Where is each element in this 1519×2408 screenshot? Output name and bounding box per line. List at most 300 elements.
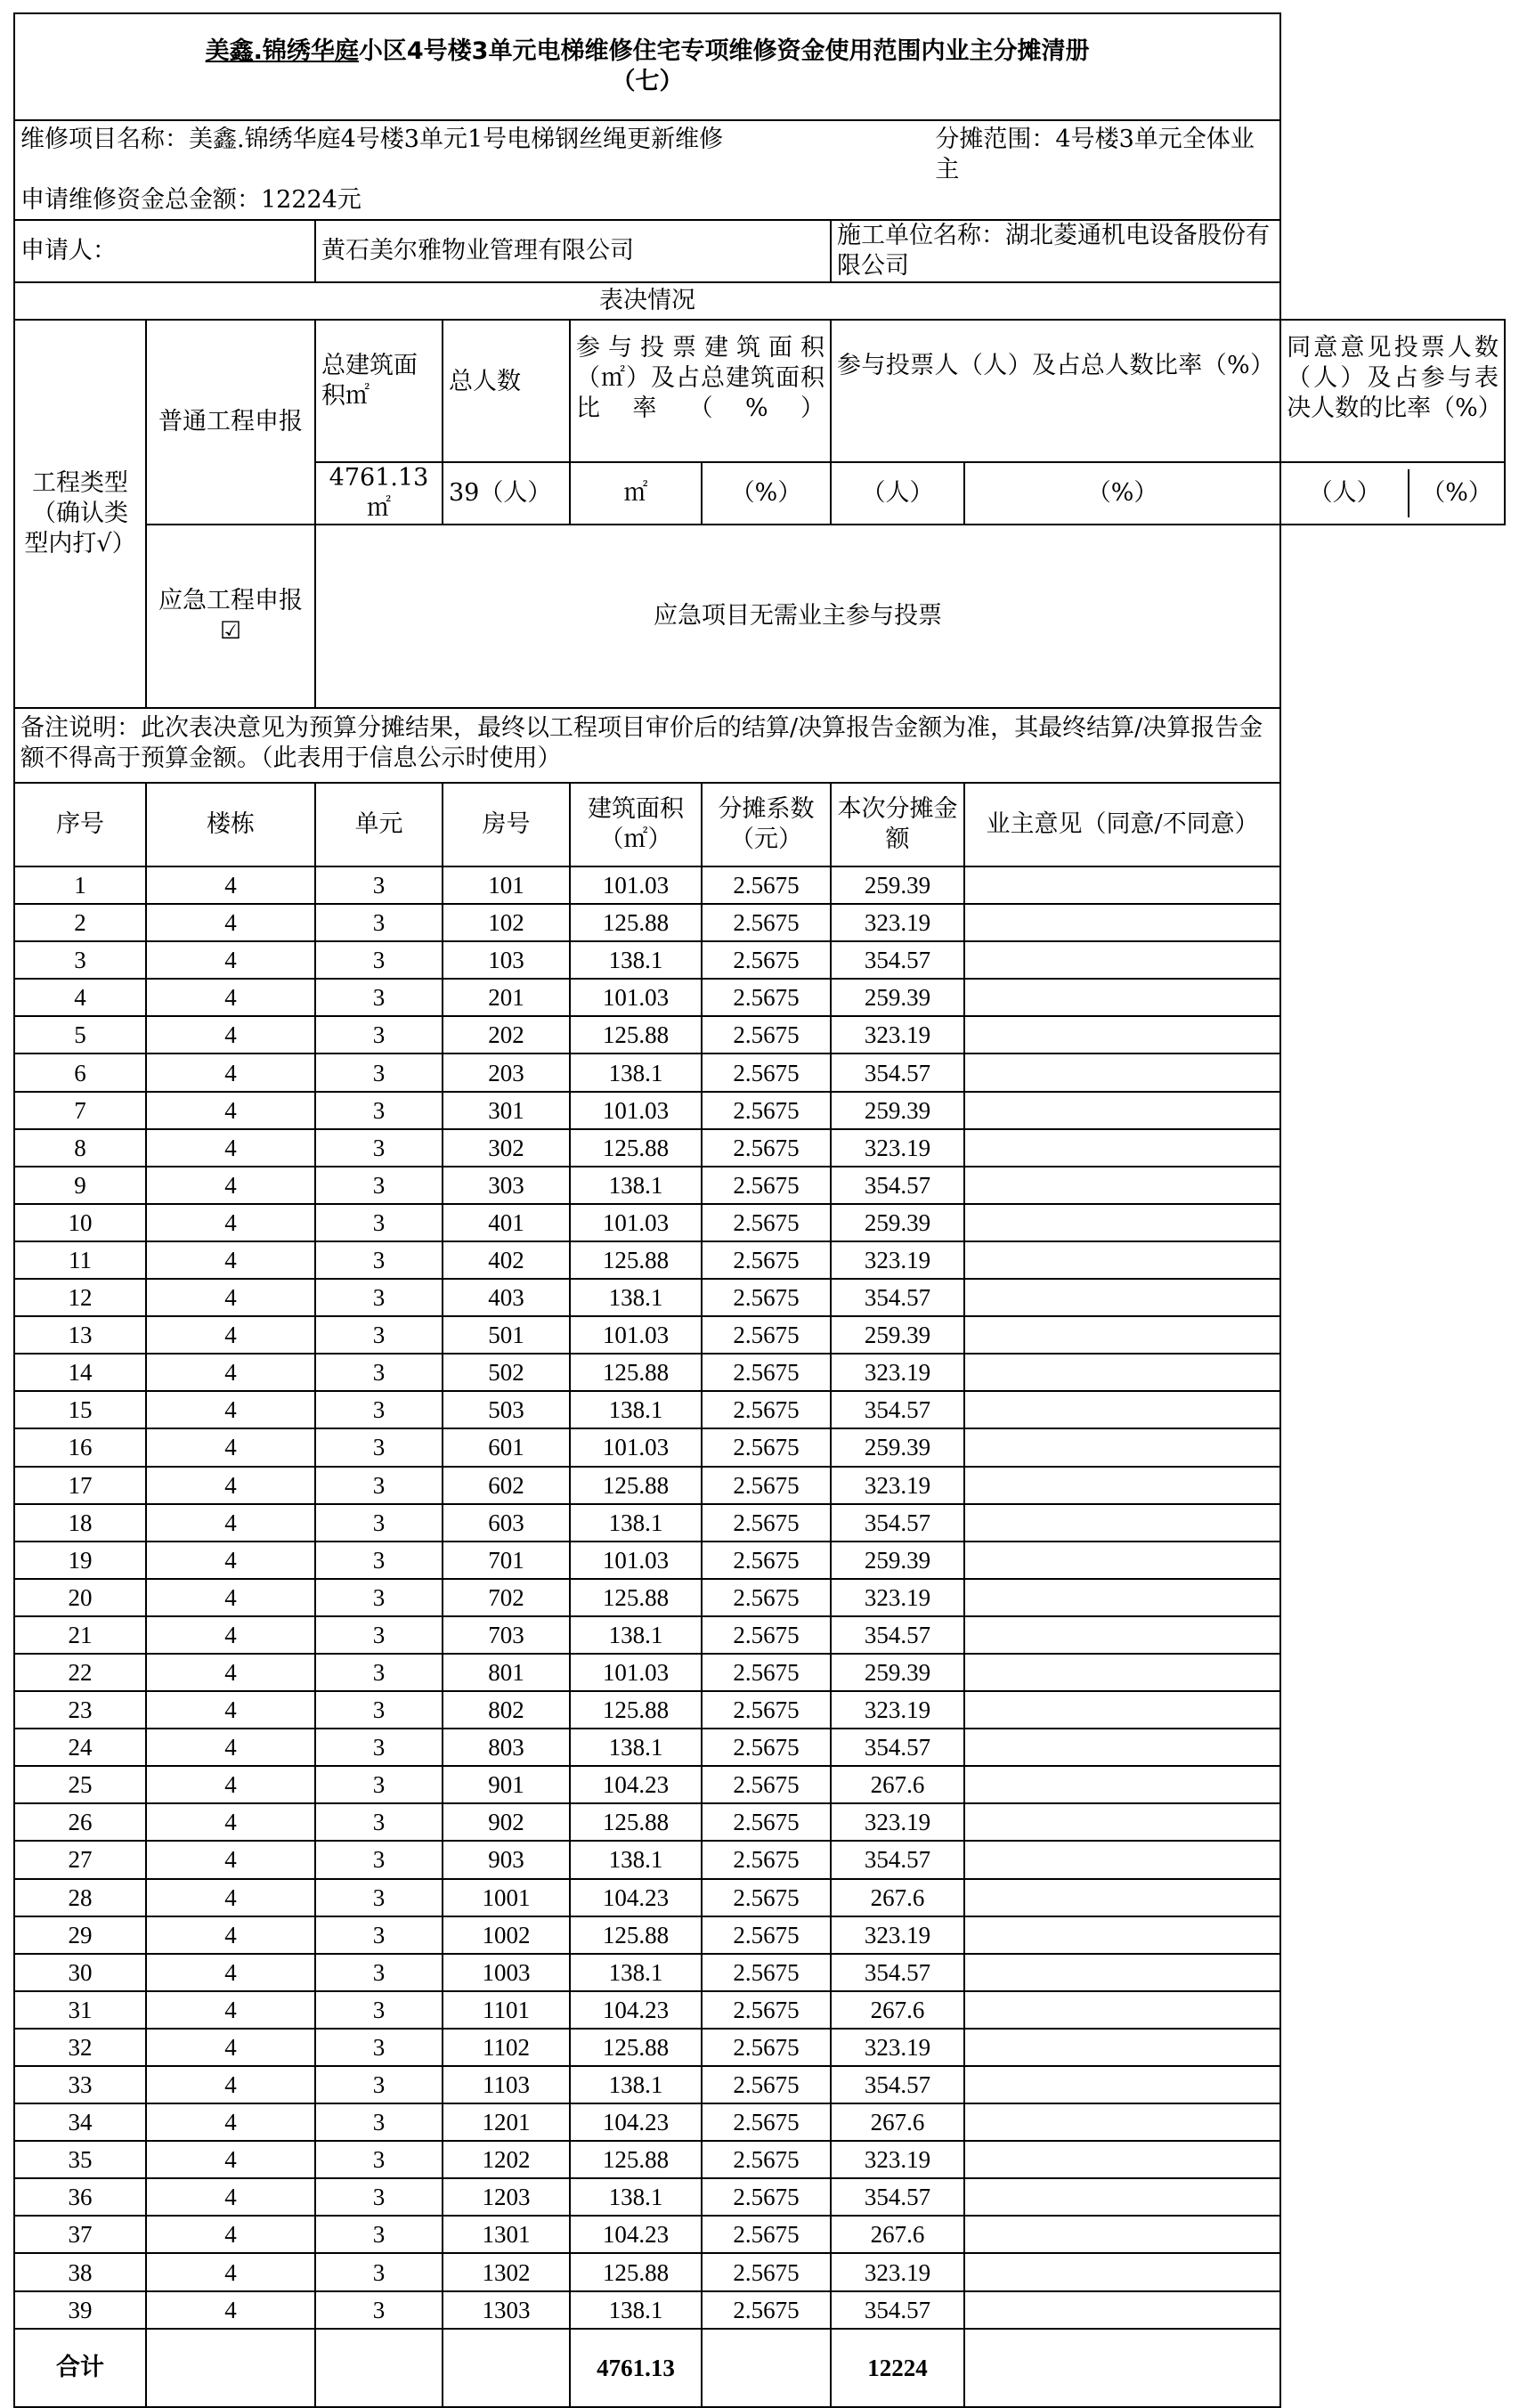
row-unit: 3 bbox=[315, 941, 443, 979]
row-amount: 259.39 bbox=[831, 1428, 964, 1466]
project-info bbox=[14, 120, 1280, 220]
row-unit: 3 bbox=[315, 1167, 443, 1204]
row-coefficient: 2.5675 bbox=[702, 2029, 831, 2066]
header-vote-people: 参与投票人（人）及占总人数比率（%） bbox=[831, 320, 1280, 462]
row-room: 1103 bbox=[443, 2066, 570, 2103]
row-unit: 3 bbox=[315, 1766, 443, 1803]
row-opinion bbox=[964, 1316, 1280, 1354]
row-amount: 323.19 bbox=[831, 2141, 964, 2178]
row-coefficient: 2.5675 bbox=[702, 2216, 831, 2253]
row-opinion bbox=[964, 2253, 1280, 2290]
row-opinion bbox=[964, 2029, 1280, 2066]
row-amount: 267.6 bbox=[831, 2216, 964, 2253]
total-building-empty bbox=[146, 2329, 315, 2407]
row-area: 138.1 bbox=[570, 2178, 702, 2216]
row-room: 201 bbox=[443, 979, 570, 1016]
row-opinion bbox=[964, 1766, 1280, 1803]
row-unit: 3 bbox=[315, 1691, 443, 1729]
row-building: 4 bbox=[146, 1428, 315, 1466]
row-coefficient: 2.5675 bbox=[702, 1766, 831, 1803]
row-opinion bbox=[964, 1428, 1280, 1466]
row-coefficient: 2.5675 bbox=[702, 1428, 831, 1466]
row-opinion bbox=[964, 904, 1280, 941]
row-amount: 323.19 bbox=[831, 1579, 964, 1616]
row-unit: 3 bbox=[315, 1467, 443, 1504]
row-building: 4 bbox=[146, 2253, 315, 2290]
row-amount: 323.19 bbox=[831, 2029, 964, 2066]
row-opinion bbox=[964, 1467, 1280, 1504]
row-unit: 3 bbox=[315, 2291, 443, 2329]
row-unit: 3 bbox=[315, 2029, 443, 2066]
col-header-unit: 单元 bbox=[315, 783, 443, 866]
row-seq: 39 bbox=[14, 2291, 146, 2329]
table-row bbox=[14, 1016, 1505, 1054]
row-seq: 13 bbox=[14, 1316, 146, 1354]
row-coefficient: 2.5675 bbox=[702, 979, 831, 1016]
row-coefficient: 2.5675 bbox=[702, 1954, 831, 1991]
row-building: 4 bbox=[146, 941, 315, 979]
row-building: 4 bbox=[146, 1354, 315, 1391]
total-room-empty bbox=[443, 2329, 570, 2407]
row-building: 4 bbox=[146, 1729, 315, 1766]
row-opinion bbox=[964, 866, 1280, 904]
row-amount: 354.57 bbox=[831, 1391, 964, 1428]
row-opinion bbox=[964, 1729, 1280, 1766]
row-room: 403 bbox=[443, 1279, 570, 1316]
header-total-people: 总人数 bbox=[443, 320, 570, 462]
table-row bbox=[14, 1092, 1505, 1129]
row-area: 125.88 bbox=[570, 2253, 702, 2290]
row-seq: 26 bbox=[14, 1803, 146, 1841]
row-coefficient: 2.5675 bbox=[702, 1354, 831, 1391]
row-building: 4 bbox=[146, 1279, 315, 1316]
row-seq: 9 bbox=[14, 1167, 146, 1204]
row-area: 125.88 bbox=[570, 1467, 702, 1504]
row-room: 502 bbox=[443, 1354, 570, 1391]
table-row bbox=[14, 1129, 1505, 1167]
row-unit: 3 bbox=[315, 1279, 443, 1316]
row-amount: 323.19 bbox=[831, 1803, 964, 1841]
row-opinion bbox=[964, 1279, 1280, 1316]
row-opinion bbox=[964, 1391, 1280, 1428]
total-amount: 申请维修资金总金额：12224元 bbox=[20, 186, 361, 214]
row-opinion bbox=[964, 1542, 1280, 1579]
title-sequence: （七） bbox=[611, 68, 684, 95]
row-amount: 354.57 bbox=[831, 1954, 964, 1991]
emergency-note: 应急项目无需业主参与投票 bbox=[315, 525, 1280, 708]
row-seq: 8 bbox=[14, 1129, 146, 1167]
row-unit: 3 bbox=[315, 1316, 443, 1354]
table-row bbox=[14, 1691, 1505, 1729]
row-building: 4 bbox=[146, 1204, 315, 1241]
row-coefficient: 2.5675 bbox=[702, 2178, 831, 2216]
row-seq: 20 bbox=[14, 1579, 146, 1616]
row-unit: 3 bbox=[315, 1092, 443, 1129]
row-unit: 3 bbox=[315, 1542, 443, 1579]
row-unit: 3 bbox=[315, 1504, 443, 1542]
row-room: 901 bbox=[443, 1766, 570, 1803]
row-seq: 28 bbox=[14, 1879, 146, 1916]
row-opinion bbox=[964, 1991, 1280, 2029]
contractor-name: 施工单位名称：湖北菱通机电设备股份有限公司 bbox=[831, 220, 1280, 282]
row-unit: 3 bbox=[315, 1391, 443, 1428]
row-room: 601 bbox=[443, 1428, 570, 1466]
applicant-name: 黄石美尔雅物业管理有限公司 bbox=[315, 220, 831, 282]
row-building: 4 bbox=[146, 1391, 315, 1428]
row-unit: 3 bbox=[315, 1241, 443, 1279]
row-coefficient: 2.5675 bbox=[702, 1279, 831, 1316]
value-total-people: 39（人） bbox=[443, 462, 570, 525]
table-row bbox=[14, 2216, 1505, 2253]
row-amount: 354.57 bbox=[831, 1054, 964, 1091]
row-building: 4 bbox=[146, 2178, 315, 2216]
row-area: 125.88 bbox=[570, 1579, 702, 1616]
row-amount: 259.39 bbox=[831, 1092, 964, 1129]
row-seq: 37 bbox=[14, 2216, 146, 2253]
row-building: 4 bbox=[146, 1241, 315, 1279]
row-room: 703 bbox=[443, 1616, 570, 1654]
total-label: 合计 bbox=[14, 2329, 146, 2407]
row-building: 4 bbox=[146, 2216, 315, 2253]
row-coefficient: 2.5675 bbox=[702, 1991, 831, 2029]
row-amount: 323.19 bbox=[831, 1467, 964, 1504]
row-building: 4 bbox=[146, 1054, 315, 1091]
document-title bbox=[14, 13, 1280, 120]
row-unit: 3 bbox=[315, 979, 443, 1016]
row-building: 4 bbox=[146, 1803, 315, 1841]
row-unit: 3 bbox=[315, 904, 443, 941]
row-amount: 323.19 bbox=[831, 904, 964, 941]
row-seq: 12 bbox=[14, 1279, 146, 1316]
row-opinion bbox=[964, 1354, 1280, 1391]
row-unit: 3 bbox=[315, 2141, 443, 2178]
row-unit: 3 bbox=[315, 1579, 443, 1616]
row-coefficient: 2.5675 bbox=[702, 1691, 831, 1729]
row-unit: 3 bbox=[315, 2178, 443, 2216]
row-area: 138.1 bbox=[570, 941, 702, 979]
row-seq: 10 bbox=[14, 1204, 146, 1241]
row-room: 803 bbox=[443, 1729, 570, 1766]
row-coefficient: 2.5675 bbox=[702, 1579, 831, 1616]
table-row bbox=[14, 1316, 1505, 1354]
table-row bbox=[14, 1428, 1505, 1466]
table-row bbox=[14, 1391, 1505, 1428]
row-seq: 4 bbox=[14, 979, 146, 1016]
total-area: 4761.13 bbox=[570, 2329, 702, 2407]
row-opinion bbox=[964, 1204, 1280, 1241]
row-room: 1302 bbox=[443, 2253, 570, 2290]
row-building: 4 bbox=[146, 1616, 315, 1654]
row-room: 1003 bbox=[443, 1954, 570, 1991]
row-room: 1101 bbox=[443, 1991, 570, 2029]
row-opinion bbox=[964, 1803, 1280, 1841]
row-building: 4 bbox=[146, 866, 315, 904]
table-row bbox=[14, 1991, 1505, 2029]
row-seq: 6 bbox=[14, 1054, 146, 1091]
row-amount: 267.6 bbox=[831, 1766, 964, 1803]
row-building: 4 bbox=[146, 1691, 315, 1729]
row-area: 125.88 bbox=[570, 1691, 702, 1729]
row-coefficient: 2.5675 bbox=[702, 1841, 831, 1878]
col-header-area: 建筑面积（㎡） bbox=[570, 783, 702, 866]
row-building: 4 bbox=[146, 1542, 315, 1579]
row-opinion bbox=[964, 1879, 1280, 1916]
row-seq: 32 bbox=[14, 2029, 146, 2066]
row-room: 203 bbox=[443, 1054, 570, 1091]
row-coefficient: 2.5675 bbox=[702, 1316, 831, 1354]
row-building: 4 bbox=[146, 2291, 315, 2329]
header-total-area: 总建筑面积㎡ bbox=[315, 320, 443, 462]
table-row bbox=[14, 1916, 1505, 1954]
row-room: 301 bbox=[443, 1092, 570, 1129]
row-room: 602 bbox=[443, 1467, 570, 1504]
row-coefficient: 2.5675 bbox=[702, 941, 831, 979]
row-building: 4 bbox=[146, 1167, 315, 1204]
row-opinion bbox=[964, 1241, 1280, 1279]
row-opinion bbox=[964, 979, 1280, 1016]
table-row bbox=[14, 2029, 1505, 2066]
row-room: 802 bbox=[443, 1691, 570, 1729]
row-seq: 7 bbox=[14, 1092, 146, 1129]
table-row bbox=[14, 1504, 1505, 1542]
row-area: 138.1 bbox=[570, 1167, 702, 1204]
value-agree-people-unit: （人） bbox=[1281, 469, 1409, 517]
row-area: 101.03 bbox=[570, 1542, 702, 1579]
row-room: 303 bbox=[443, 1167, 570, 1204]
row-amount: 267.6 bbox=[831, 1879, 964, 1916]
row-building: 4 bbox=[146, 1467, 315, 1504]
row-opinion bbox=[964, 1054, 1280, 1091]
row-area: 125.88 bbox=[570, 1129, 702, 1167]
row-seq: 15 bbox=[14, 1391, 146, 1428]
table-row bbox=[14, 2066, 1505, 2103]
row-area: 138.1 bbox=[570, 1054, 702, 1091]
row-coefficient: 2.5675 bbox=[702, 1504, 831, 1542]
row-room: 1203 bbox=[443, 2178, 570, 2216]
row-building: 4 bbox=[146, 1316, 315, 1354]
row-room: 503 bbox=[443, 1391, 570, 1428]
row-building: 4 bbox=[146, 1504, 315, 1542]
row-seq: 5 bbox=[14, 1016, 146, 1054]
table-row bbox=[14, 1954, 1505, 1991]
row-building: 4 bbox=[146, 1129, 315, 1167]
row-coefficient: 2.5675 bbox=[702, 1167, 831, 1204]
row-coefficient: 2.5675 bbox=[702, 1092, 831, 1129]
row-unit: 3 bbox=[315, 1954, 443, 1991]
row-building: 4 bbox=[146, 1092, 315, 1129]
table-row bbox=[14, 1542, 1505, 1579]
applicant-label: 申请人： bbox=[14, 220, 315, 282]
table-row bbox=[14, 979, 1505, 1016]
table-row bbox=[14, 1241, 1505, 1279]
row-room: 101 bbox=[443, 866, 570, 904]
row-opinion bbox=[964, 1916, 1280, 1954]
row-amount: 267.6 bbox=[831, 2103, 964, 2141]
row-unit: 3 bbox=[315, 2103, 443, 2141]
row-seq: 33 bbox=[14, 2066, 146, 2103]
row-area: 125.88 bbox=[570, 2141, 702, 2178]
row-area: 125.88 bbox=[570, 2029, 702, 2066]
row-seq: 2 bbox=[14, 904, 146, 941]
row-area: 101.03 bbox=[570, 1316, 702, 1354]
row-unit: 3 bbox=[315, 1916, 443, 1954]
table-row bbox=[14, 2103, 1505, 2141]
row-coefficient: 2.5675 bbox=[702, 1241, 831, 1279]
row-amount: 259.39 bbox=[831, 979, 964, 1016]
row-area: 138.1 bbox=[570, 1279, 702, 1316]
row-amount: 323.19 bbox=[831, 1354, 964, 1391]
row-area: 125.88 bbox=[570, 1241, 702, 1279]
row-unit: 3 bbox=[315, 1016, 443, 1054]
row-amount: 259.39 bbox=[831, 866, 964, 904]
table-row bbox=[14, 1803, 1505, 1841]
row-room: 1002 bbox=[443, 1916, 570, 1954]
row-unit: 3 bbox=[315, 1654, 443, 1691]
row-room: 1303 bbox=[443, 2291, 570, 2329]
row-opinion bbox=[964, 1579, 1280, 1616]
row-room: 402 bbox=[443, 1241, 570, 1279]
row-seq: 1 bbox=[14, 866, 146, 904]
owner-rows bbox=[14, 866, 1505, 2329]
row-room: 103 bbox=[443, 941, 570, 979]
row-coefficient: 2.5675 bbox=[702, 1654, 831, 1691]
emergency-project-label: 应急工程申报☑ bbox=[146, 525, 315, 708]
col-header-amount: 本次分摊金额 bbox=[831, 783, 964, 866]
row-seq: 17 bbox=[14, 1467, 146, 1504]
row-coefficient: 2.5675 bbox=[702, 1204, 831, 1241]
row-seq: 11 bbox=[14, 1241, 146, 1279]
total-opinion-empty bbox=[964, 2329, 1280, 2407]
row-building: 4 bbox=[146, 904, 315, 941]
col-header-room: 房号 bbox=[443, 783, 570, 866]
value-agree-cell bbox=[1280, 462, 1505, 525]
title-community-name: 美鑫.锦绣华庭 bbox=[205, 37, 359, 65]
row-seq: 24 bbox=[14, 1729, 146, 1766]
row-building: 4 bbox=[146, 2029, 315, 2066]
row-building: 4 bbox=[146, 1654, 315, 1691]
table-row bbox=[14, 1279, 1505, 1316]
row-opinion bbox=[964, 1841, 1280, 1878]
row-opinion bbox=[964, 1654, 1280, 1691]
row-amount: 323.19 bbox=[831, 2253, 964, 2290]
row-area: 125.88 bbox=[570, 1354, 702, 1391]
row-coefficient: 2.5675 bbox=[702, 1542, 831, 1579]
table-row bbox=[14, 866, 1505, 904]
row-area: 101.03 bbox=[570, 1092, 702, 1129]
row-opinion bbox=[964, 1016, 1280, 1054]
row-opinion bbox=[964, 2178, 1280, 2216]
project-name: 维修项目名称：美鑫.锦绣华庭4号楼3单元1号电梯钢丝绳更新维修 bbox=[20, 126, 724, 153]
row-room: 1301 bbox=[443, 2216, 570, 2253]
value-agree-pct: （%） bbox=[1421, 479, 1492, 507]
row-area: 138.1 bbox=[570, 1841, 702, 1878]
row-building: 4 bbox=[146, 1766, 315, 1803]
row-unit: 3 bbox=[315, 2253, 443, 2290]
row-area: 125.88 bbox=[570, 1916, 702, 1954]
row-amount: 354.57 bbox=[831, 1279, 964, 1316]
row-seq: 18 bbox=[14, 1504, 146, 1542]
row-coefficient: 2.5675 bbox=[702, 866, 831, 904]
row-room: 501 bbox=[443, 1316, 570, 1354]
row-building: 4 bbox=[146, 1954, 315, 1991]
row-amount: 354.57 bbox=[831, 1504, 964, 1542]
header-agree-people: 同意意见投票人数（人）及占参与表决人数的比率（%） bbox=[1280, 320, 1505, 462]
vote-section-title: 表决情况 bbox=[14, 282, 1280, 320]
table-row bbox=[14, 2253, 1505, 2290]
row-opinion bbox=[964, 1504, 1280, 1542]
row-room: 903 bbox=[443, 1841, 570, 1878]
row-seq: 38 bbox=[14, 2253, 146, 2290]
row-unit: 3 bbox=[315, 1204, 443, 1241]
row-opinion bbox=[964, 1691, 1280, 1729]
value-vote-people-unit: （人） bbox=[831, 462, 964, 525]
title-main: 小区4号楼3单元电梯维修住宅专项维修资金使用范围内业主分摊清册 bbox=[358, 37, 1090, 65]
row-area: 101.03 bbox=[570, 1428, 702, 1466]
row-coefficient: 2.5675 bbox=[702, 1054, 831, 1091]
row-amount: 259.39 bbox=[831, 1316, 964, 1354]
row-coefficient: 2.5675 bbox=[702, 2103, 831, 2141]
row-unit: 3 bbox=[315, 1054, 443, 1091]
row-amount: 354.57 bbox=[831, 2291, 964, 2329]
row-unit: 3 bbox=[315, 866, 443, 904]
row-unit: 3 bbox=[315, 1841, 443, 1878]
remark-text: 备注说明：此次表决意见为预算分摊结果，最终以工程项目审价后的结算/决算报告金额为准，其最终结算/决算报告金额不得高于预算金额。（此表用于信息公示时使用） bbox=[14, 708, 1280, 783]
total-unit-empty bbox=[315, 2329, 443, 2407]
row-area: 104.23 bbox=[570, 1991, 702, 2029]
row-amount: 259.39 bbox=[831, 1204, 964, 1241]
row-seq: 22 bbox=[14, 1654, 146, 1691]
row-area: 125.88 bbox=[570, 1803, 702, 1841]
row-area: 101.03 bbox=[570, 1204, 702, 1241]
total-amount-value: 12224 bbox=[831, 2329, 964, 2407]
table-row bbox=[14, 1579, 1505, 1616]
row-area: 101.03 bbox=[570, 1654, 702, 1691]
value-vote-area-pct: （%） bbox=[702, 462, 831, 525]
table-row bbox=[14, 2141, 1505, 2178]
row-amount: 267.6 bbox=[831, 1991, 964, 2029]
row-seq: 21 bbox=[14, 1616, 146, 1654]
allocation-sheet bbox=[13, 12, 1506, 2408]
row-coefficient: 2.5675 bbox=[702, 1803, 831, 1841]
table-row bbox=[14, 1467, 1505, 1504]
row-coefficient: 2.5675 bbox=[702, 1129, 831, 1167]
row-amount: 323.19 bbox=[831, 1016, 964, 1054]
row-room: 1001 bbox=[443, 1879, 570, 1916]
row-opinion bbox=[964, 2141, 1280, 2178]
allocation-scope: 分摊范围：4号楼3单元全体业主 bbox=[935, 126, 1255, 183]
col-header-building: 楼栋 bbox=[146, 783, 315, 866]
header-vote-area: 参与投票建筑面积（㎡）及占总建筑面积比率（%） bbox=[570, 320, 831, 462]
row-amount: 323.19 bbox=[831, 1241, 964, 1279]
row-coefficient: 2.5675 bbox=[702, 1391, 831, 1428]
table-row bbox=[14, 941, 1505, 979]
table-row bbox=[14, 1766, 1505, 1803]
row-area: 138.1 bbox=[570, 1391, 702, 1428]
row-amount: 354.57 bbox=[831, 1729, 964, 1766]
row-unit: 3 bbox=[315, 1879, 443, 1916]
row-room: 102 bbox=[443, 904, 570, 941]
row-area: 104.23 bbox=[570, 2103, 702, 2141]
row-coefficient: 2.5675 bbox=[702, 2066, 831, 2103]
row-building: 4 bbox=[146, 1579, 315, 1616]
row-area: 138.1 bbox=[570, 1729, 702, 1766]
row-room: 801 bbox=[443, 1654, 570, 1691]
row-coefficient: 2.5675 bbox=[702, 2291, 831, 2329]
row-room: 302 bbox=[443, 1129, 570, 1167]
table-row bbox=[14, 1354, 1505, 1391]
row-room: 603 bbox=[443, 1504, 570, 1542]
row-coefficient: 2.5675 bbox=[702, 1729, 831, 1766]
